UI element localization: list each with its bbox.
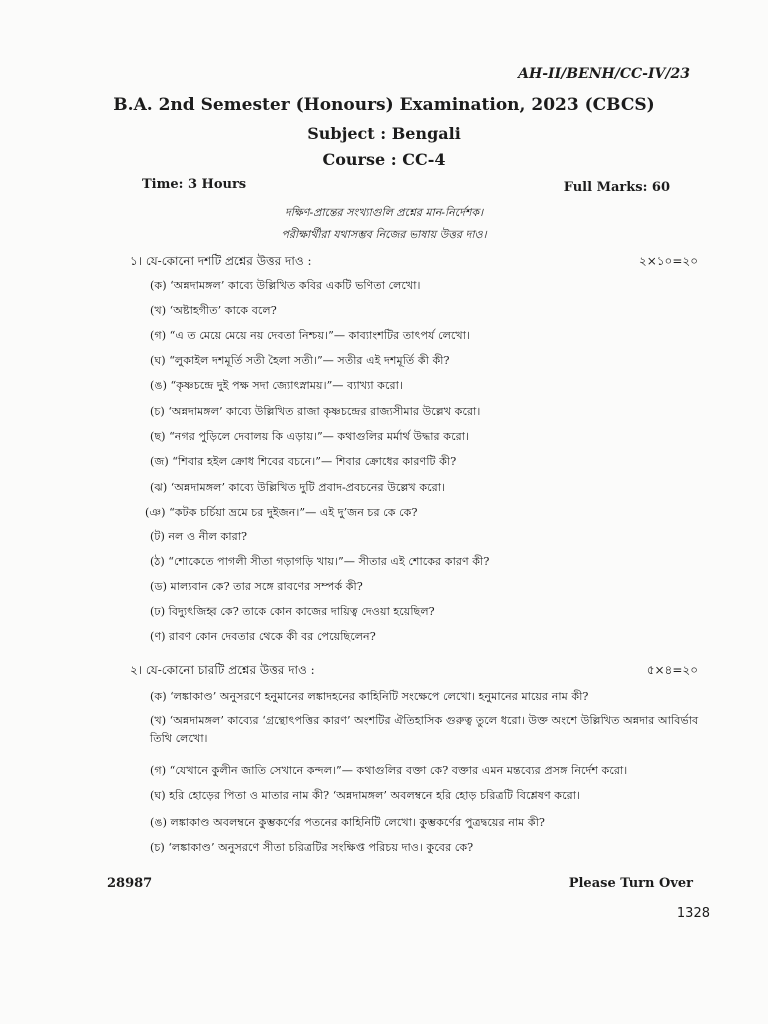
full-marks: Full Marks: 60 [563,180,670,195]
instruction-language: পরীক্ষার্থীরা যথাসম্ভব নিজের ভাষায় উত্তর দাও। [281,228,487,241]
time-allowed: Time: 3 Hours [142,177,247,192]
course-line: Course : CC-4 [322,150,446,169]
exam-title: B.A. 2nd Semester (Honours) Examination, 2023 (CBCS) [113,95,655,115]
q1-item-kha: (খ) ‘অষ্টাহগীত’ কাকে বলে? [150,304,277,317]
paper-number: 28987 [107,876,153,891]
q2-item-ga: (গ) “যেখানে কুলীন জাতি সেখানে কন্দল।”— কথাগুলির বক্তা কে? বক্তার এমন মন্তব্যের প্রসঙ্গ নির্দেশ করো। [150,764,628,777]
q2-item-gha: (ঘ) হরি হোড়ের পিতা ও মাতার নাম কী? ‘অন্নদামঙ্গল’ অবলম্বনে হরি হোড় চরিত্রটি বিশ্লেষণ করো। [150,789,580,802]
q1-item-ga: (গ) “এ ত মেয়ে মেয়ে নয় দেবতা নিশ্চয়।”— কাব্যাংশটির তাৎপর্য লেখো। [150,329,471,342]
question-1-heading [130,253,698,273]
q1-item-nya: (ঞ) “কটক চর্চিয়া ভ্রমে চর দুইজন।”— এই দু’জন চর কে কে? [145,506,418,519]
q1-item-ja: (জ) “শিবার হইল ক্রোধ শিবের বচনে।”— শিবার ক্রোধের কারণটি কী? [150,455,457,468]
paper-code: AH-II/BENH/CC-IV/23 [518,66,690,82]
q2-item-uma: (ঙ) লঙ্কাকাণ্ড অবলম্বনে কুম্ভকর্ণের পতনের কাহিনিটি লেখো। কুম্ভকর্ণের পুত্রদ্বয়ের নাম কী? [150,816,545,829]
q1-item-uma: (ঙ) “কৃষ্ণচন্দ্রে দুই পক্ষ সদা জ্যোৎস্নাময়।”— ব্যাখ্যা করো। [150,379,403,392]
q1-item-gha: (ঘ) “লুকাইল দশমূর্তি সতী হৈলা সতী।”— সতীর এই দশমূর্তি কী কী? [150,354,450,367]
q1-item-jha: (ঝ) ‘অন্নদামঙ্গল’ কাব্যে উল্লিখিত দুটি প্রবাদ-প্রবচনের উল্লেখ করো। [150,481,446,494]
question-1-marks: ২×১০=২০ [638,254,698,268]
q1-item-tha: (ঠ) “শোকেতে পাগলী সীতা গড়াগড়ি খায়।”— সীতার এই শোকের কারণ কী? [150,555,490,568]
turn-over-note: Please Turn Over [568,876,693,891]
instruction-marks: দক্ষিণ-প্রান্তের সংখ্যাগুলি প্রশ্নের মান-নির্দেশক। [284,206,484,219]
q1-item-dha: (ঢ) বিদ্যুৎজিহ্ব কে? তাকে কোন কাজের দায়িত্ব দেওয়া হয়েছিল? [150,605,435,618]
q1-item-na: (ণ) রাবণ কোন দেবতার থেকে কী বর পেয়েছিলেন? [150,630,376,643]
q1-item-cha: (চ) ‘অন্নদামঙ্গল’ কাব্যে উল্লিখিত রাজা কৃষ্ণচন্দ্রের রাজ্যসীমার উল্লেখ করো। [150,405,481,418]
question-1-text: ১। যে-কোনো দশটি প্রশ্নের উত্তর দাও : [130,254,312,268]
page-number: 1328 [676,906,710,921]
subject-line: Subject : Bengali [307,124,461,143]
q2-item-kha: (খ) ‘অন্নদামঙ্গল’ কাব্যের ‘গ্রন্থোৎপত্তির কারণ’ অংশটির ঐতিহাসিক গুরুত্ব তুলে ধরো। উক্ত অংশে উল্লিখিত অন্নদার আবির্ভাব তিথি লেখো। [150,714,699,745]
q2-item-ka: (ক) ‘লঙ্কাকাণ্ড’ অনুসরণে হনুমানের লঙ্কাদহনের কাহিনিটি সংক্ষেপে লেখো। হনুমানের মায়ের নাম কী? [150,690,589,703]
q1-item-ka: (ক) ‘অন্নদামঙ্গল’ কাব্যে উল্লিখিত কবির একটি ভণিতা লেখো। [150,279,421,292]
question-2-marks: ৫×৪=২০ [646,663,698,677]
q2-item-cha: (চ) ‘লঙ্কাকাণ্ড’ অনুসরণে সীতা চরিত্রটির সংক্ষিপ্ত পরিচয় দাও। কুবের কে? [150,841,474,854]
q1-item-ta: (ট) নল ও নীল কারা? [150,530,247,543]
question-2-text: ২। যে-কোনো চারটি প্রশ্নের উত্তর দাও : [130,663,315,677]
question-2-heading [130,662,698,682]
q1-item-chha: (ছ) “নগর পুড়িলে দেবালয় কি এড়ায়।”— কথাগুলির মর্মার্থ উদ্ধার করো। [150,430,469,443]
q1-item-da: (ড) মাল্যবান কে? তার সঙ্গে রাবণের সম্পর্ক কী? [150,580,363,593]
